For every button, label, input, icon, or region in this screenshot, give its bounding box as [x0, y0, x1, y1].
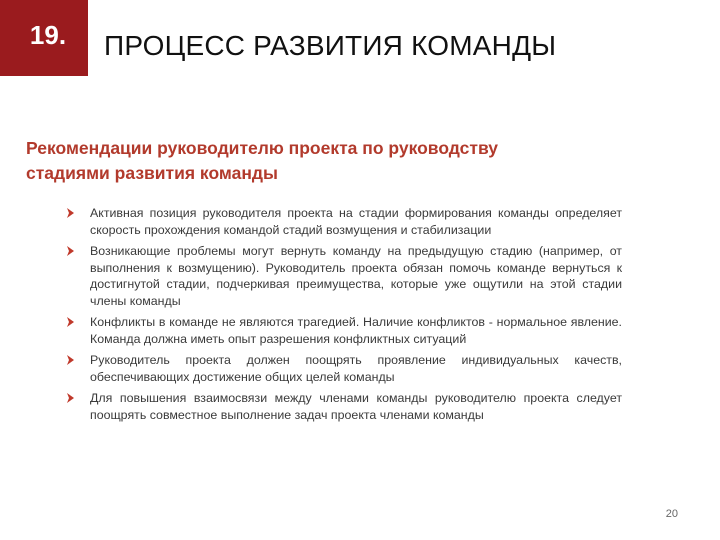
- red-arrow-bullet-icon: [66, 316, 75, 328]
- slide-number: 19.: [29, 19, 67, 50]
- red-arrow-bullet-icon: [66, 354, 75, 366]
- red-arrow-bullet-icon: [66, 245, 75, 257]
- list-item: [66, 314, 622, 347]
- recommendations-list: [66, 205, 622, 423]
- slide-number-box: [0, 0, 88, 76]
- list-item-text: Активная позиция руководителя проекта на стадии формирования команды определяет скорость прохождения командой стадий возмущения и стабилизации: [90, 206, 622, 237]
- section-heading: Рекомендации руководителю проекта по руководству стадиями развития команды: [26, 138, 499, 183]
- list-item-text: Руководитель проекта должен поощрять проявление индивидуальных качеств, обеспечивающих достижение общих целей команды: [90, 353, 622, 384]
- list-item: [66, 205, 622, 238]
- page-title: ПРОЦЕСС РАЗВИТИЯ КОМАНДЫ: [104, 30, 557, 61]
- red-arrow-bullet-icon: [66, 207, 75, 219]
- page-number: 20: [665, 508, 678, 520]
- list-item-text: Для повышения взаимосвязи между членами команды руководителю проекта следует поощрять совместное выполнение задач проекта членами команды: [90, 391, 622, 422]
- list-item: [66, 352, 622, 385]
- list-item: [66, 243, 622, 309]
- list-item: [66, 390, 622, 423]
- list-item-text: Возникающие проблемы могут вернуть команду на предыдущую стадию (например, от выполнения к возмущению). Руководитель проекта обязан помочь команде вернуться к достигнутой стадии, подчеркивая преимущества, которые уже ощутили на этой стадии члены команды: [90, 244, 622, 308]
- list-item-text: Конфликты в команде не являются трагедией. Наличие конфликтов - нормальное явление. Команда должна иметь опыт разрешения конфликтных ситуаций: [90, 315, 622, 346]
- red-arrow-bullet-icon: [66, 392, 75, 404]
